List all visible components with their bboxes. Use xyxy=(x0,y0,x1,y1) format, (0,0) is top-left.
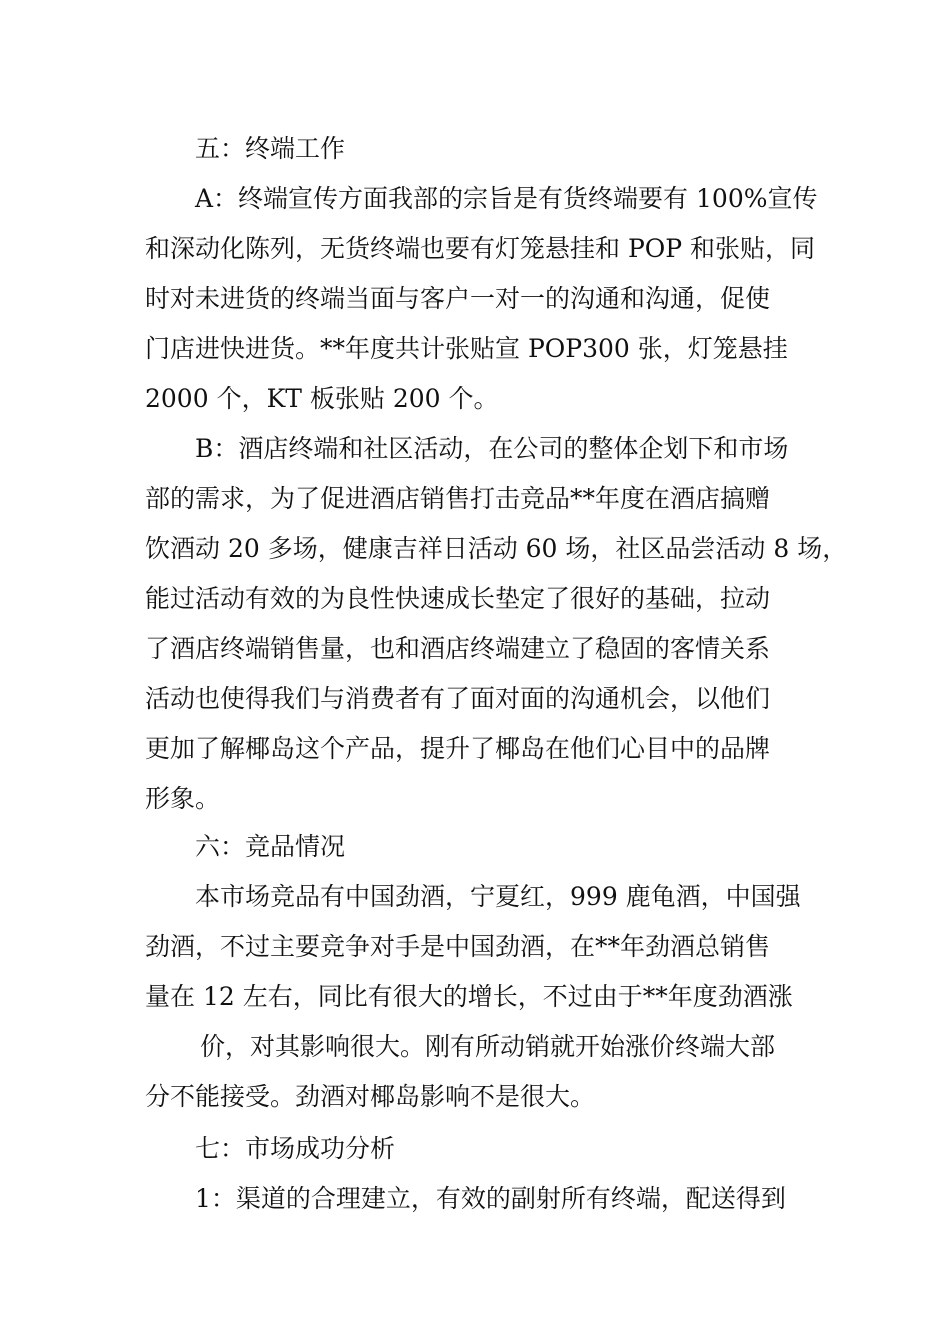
paragraph-line: 时对未进货的终端当面与客户一对一的沟通和沟通，促使 xyxy=(145,284,771,313)
paragraph-line: 更加了解椰岛这个产品，提升了椰岛在他们心目中的品牌 xyxy=(145,734,771,763)
paragraph-line: 活动也使得我们与消费者有了面对面的沟通机会，以他们 xyxy=(145,684,771,713)
paragraph-line: 了酒店终端销售量，也和酒店终端建立了稳固的客情关系 xyxy=(145,634,771,663)
section-heading-6: 六：竞品情况 xyxy=(195,832,346,861)
paragraph-line: 劲酒，不过主要竞争对手是中国劲酒，在**年劲酒总销售 xyxy=(145,932,771,961)
paragraph-line: 形象。 xyxy=(145,784,221,813)
paragraph-line: 门店进快进货。**年度共计张贴宣 POP300 张，灯笼悬挂 xyxy=(145,334,788,363)
paragraph-line: A：终端宣传方面我部的宗旨是有货终端要有 100%宣传 xyxy=(195,184,818,213)
paragraph-line: 量在 12 左右，同比有很大的增长，不过由于**年度劲酒涨 xyxy=(145,982,793,1011)
paragraph-line: 饮酒动 20 多场，健康吉祥日活动 60 场，社区品尝活动 8 场， xyxy=(145,534,848,563)
paragraph-line: 能过活动有效的为良性快速成长垫定了很好的基础，拉动 xyxy=(145,584,771,613)
paragraph-line: 1：渠道的合理建立，有效的副射所有终端，配送得到 xyxy=(195,1184,786,1213)
paragraph-line: B：酒店终端和社区活动，在公司的整体企划下和市场 xyxy=(195,434,789,463)
paragraph-line: 本市场竞品有中国劲酒，宁夏红，999 鹿龟酒，中国强 xyxy=(195,882,801,911)
section-heading-5: 五：终端工作 xyxy=(195,134,346,163)
paragraph-line: 价，对其影响很大。刚有所动销就开始涨价终端大部 xyxy=(200,1032,776,1061)
paragraph-line: 部的需求，为了促进酒店销售打击竞品**年度在酒店搞赠 xyxy=(145,484,771,513)
paragraph-line: 2000 个，KT 板张贴 200 个。 xyxy=(145,384,499,413)
paragraph-line: 和深动化陈列，无货终端也要有灯笼悬挂和 POP 和张贴，同 xyxy=(145,234,816,263)
section-heading-7: 七：市场成功分析 xyxy=(195,1134,396,1163)
paragraph-line: 分不能接受。劲酒对椰岛影响不是很大。 xyxy=(145,1082,596,1111)
